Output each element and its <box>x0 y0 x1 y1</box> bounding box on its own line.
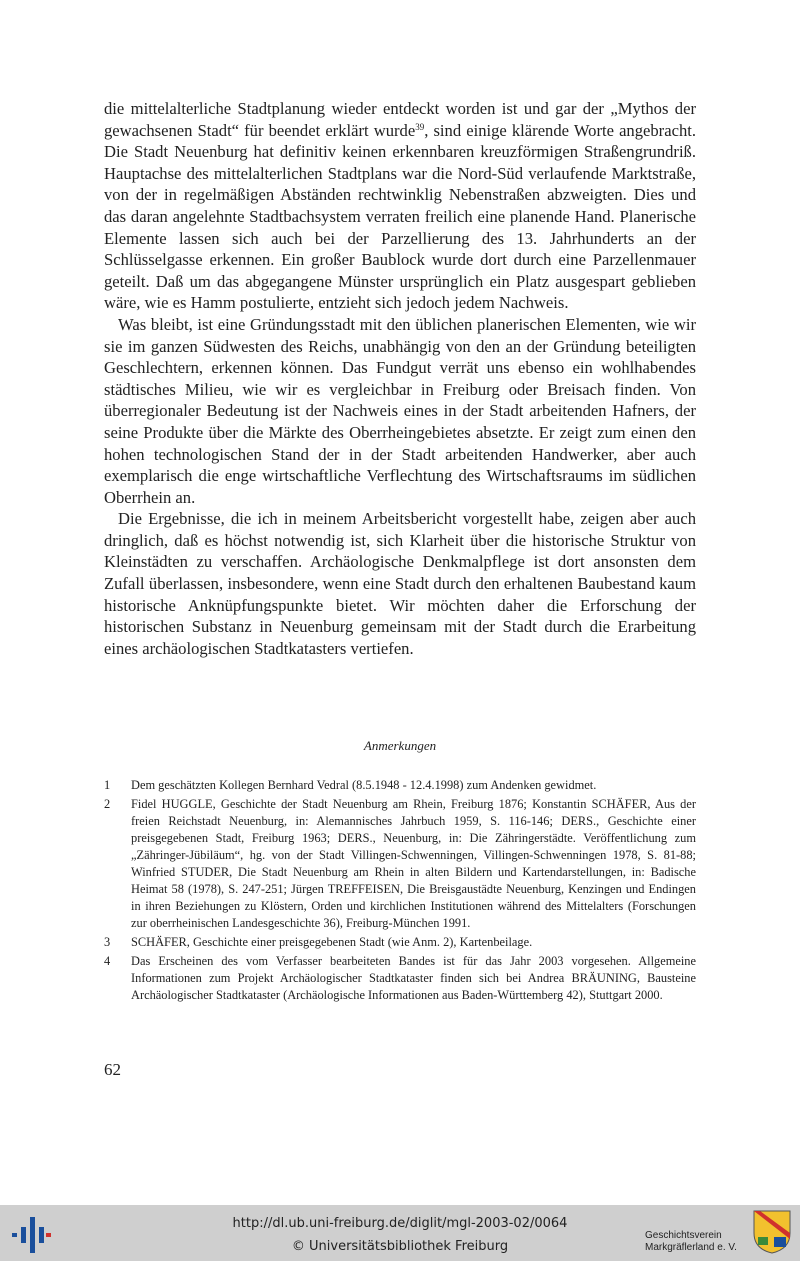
footnotes-list <box>104 777 696 1006</box>
society-line-1: Geschichtsverein <box>645 1230 722 1241</box>
footnote <box>104 953 696 1004</box>
paragraph-1 <box>104 98 696 314</box>
society-name <box>645 1230 737 1254</box>
document-url-link[interactable]: http://dl.ub.uni-freiburg.de/diglit/mgl-2003-02/0064 <box>232 1216 568 1231</box>
footnote-number: 2 <box>104 797 111 811</box>
page-number: 62 <box>104 1060 121 1079</box>
footnote <box>104 796 696 932</box>
footnote-text: SCHÄFER, Geschichte einer preisgegebenen Stadt (wie Anm. 2), Kartenbeilage. <box>131 935 533 949</box>
paragraph-2: Was bleibt, ist eine Gründungsstadt mit den üblichen planerischen Elementen, wie wir sie im ganzen Südwesten des Reichs, unabhängig von den an der Gründung beteiligten Geschlechtern, erkennen können. Das Fundgut verrät uns ebenso ein wohlhabendes städtisches Milieu, wie wir es vergleichbar in Freiburg oder Breisach finden. Von überregionaler Bedeutung ist der Nachweis eines in der Stadt arbeitenden Hafners, der seine Produkte über die Märkte des Oberrheingebietes absetzte. Er zeigt zum einen den hohen technologischen Stand der in der Stadt arbeitenden Handwerker, aber auch exemplarisch die enge wirtschaftliche Verflechtung des Wirtschaftsraums im südlichen Oberrhein an. <box>104 314 696 507</box>
footnote-number: 4 <box>104 954 111 968</box>
paragraph-1-text-b: , sind einige klärende Worte angebracht. Die Stadt Neuenburg hat definitiv keinen erkennbaren kreuzförmigen Straßengrundriß. Hauptachse des mittelalterlichen Stadtplans war die Nord-Süd verlaufende Marktstraße, von der in regelmäßigen Abständen rechtwinklig Nebenstraßen abzweigten. Dies und das daran angelehnte Stadtbachsystem verraten freilich eine planende Hand. Planerische Elemente lassen sich auch bei der Parzellierung des 13. Jahrhunderts an der Schlüsselgasse erkennen. Ein großer Baublock wurde dort durch eine Parzellenmauer geteilt. Daß um das abgegangene Münster ursprünglich ein Platz ausgespart geblieben wäre, wie es Hamm postulierte, entzieht sich jedoch jedem Nachweis. <box>104 120 696 313</box>
ub-freiburg-logo-icon[interactable] <box>10 1213 52 1258</box>
notes-heading: Anmerkungen <box>363 738 437 753</box>
society-line-2: Markgräflerland e. V. <box>645 1242 737 1253</box>
paragraph-3: Die Ergebnisse, die ich in meinem Arbeitsbericht vorgestellt habe, zeigen aber auch dringlich, daß es höchst notwendig ist, sich Klarheit über die historische Struktur von Kleinstädten zu verschaffen. Archäologische Denkmalpflege ist dort ansonsten dem Zufall überlassen, insbesondere, wenn eine Stadt durch den erhaltenen Baubestand kaum historische Anknüpfungspunkte bietet. Wir möchten daher die Erforschung der historischen Substanz in Neuenburg gemeinsam mit der Stadt durch die Erarbeitung eines archäologischen Stadtkatasters vertiefen. <box>104 509 696 658</box>
footnote-ref-39: 39 <box>415 121 425 132</box>
coat-of-arms-icon <box>752 1209 792 1260</box>
body-text <box>104 98 696 659</box>
footnote-text: Das Erscheinen des vom Verfasser bearbeiteten Bandes ist für das Jahr 2003 vorgesehen. Allgemeine Informationen zum Projekt Archäologischer Stadtkataster finden sich bei Andrea BRÄUNING, Bausteine Archäologischer Stadtkataster (Archäologische Informationen aus Baden-Württemberg 42), Stuttgart 2000. <box>131 954 696 1002</box>
paragraph-1-text-a: die mittelalterliche Stadtplanung wieder entdeckt worden ist und gar der „Mythos der gewachsenen Stadt“ für beendet erklärt wurde <box>104 99 696 140</box>
footnote-number: 1 <box>104 778 111 792</box>
footnote-number: 3 <box>104 935 111 949</box>
footnote-text: Dem geschätzten Kollegen Bernhard Vedral (8.5.1948 - 12.4.1998) zum Andenken gewidmet. <box>131 778 597 792</box>
footnote <box>104 934 696 951</box>
copyright-text: © Universitätsbibliothek Freiburg <box>291 1239 509 1254</box>
footnote-text: Fidel HUGGLE, Geschichte der Stadt Neuenburg am Rhein, Freiburg 1876; Konstantin SCHÄFER, Aus der freien Reichstadt Neuenburg, in: Alemannisches Jahrbuch 1959, S. 116-146; DERS., Geschichte einer preisgegebenen Stadt, Freiburg 1963; DERS., Neuenburg, in: Die Zähringerstädte. Veröffentlichung zum „Zähringer-Jübiläum“, hg. von der Stadt Villingen-Schwenningen, Villingen-Schwenningen 1978, S. 81-88; Winfried STUDER, Die Stadt Neuenburg am Rhein in alten Bildern und Kartendarstellungen, in: Badische Heimat 58 (1978), S. 247-251; Jürgen TREFFEISEN, Die Breisgaustädte Neuenburg, Kenzingen und Endingen in ihren Beziehungen zu Klöstern, Orden und kirchlichen Institutionen während des Mittelalters (Forschungen zur oberrheinischen Landesgeschichte 36), Freiburg-München 1991. <box>131 797 696 930</box>
footnote <box>104 777 696 794</box>
